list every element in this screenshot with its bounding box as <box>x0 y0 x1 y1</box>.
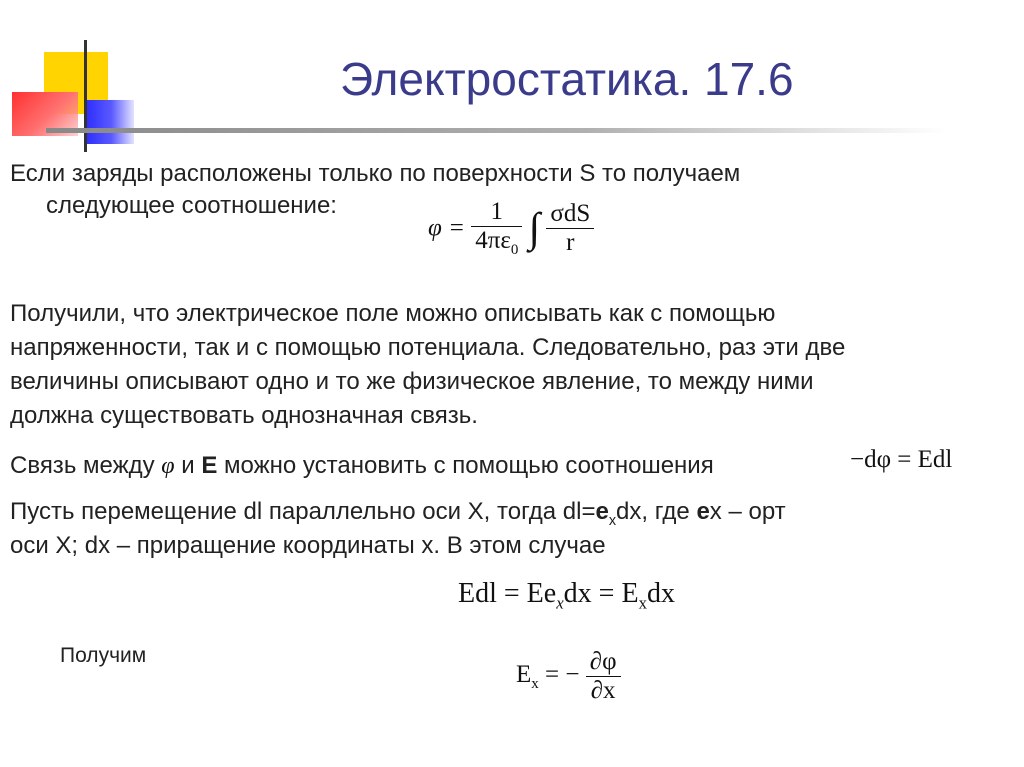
formula-potential-surface <box>428 198 594 259</box>
paragraph-1-line-1: Если заряды расположены только по поверхности S то получаем <box>10 160 741 187</box>
page-title: Электростатика. 17.6 <box>340 53 794 105</box>
deco-vertical-line <box>84 40 87 152</box>
paragraph-5: Получим <box>60 644 147 667</box>
f1-lhs: φ = <box>428 214 465 242</box>
deco-blue-square <box>84 100 134 144</box>
f1-fraction-2 <box>546 200 594 257</box>
title-underline <box>46 128 946 133</box>
paragraph-2-line-2: напряженности, так и с помощью потенциала. Следовательно, раз эти две <box>10 334 846 361</box>
formula-edl: Edl = $Ee_xdx = E_xdx$ <box>458 578 675 613</box>
paragraph-2-line-1: Получили, что электрическое поле можно описывать как с помощью <box>10 300 776 327</box>
f1-num: 1 <box>490 198 504 225</box>
paragraph-1-line-2: следующее соотношение: <box>46 192 337 219</box>
f1-fraction-1 <box>471 198 522 259</box>
paragraph-2-line-4: должна существовать однозначная связь. <box>10 402 478 429</box>
paragraph-4-line-1: Пусть перемещение dl параллельно оси X, тогда $dl=e_xdx$, где ex – орт <box>10 498 786 529</box>
f4-fraction: $\frac{\partial\varphi}{\partial x}$ <box>586 648 621 705</box>
f1-den: $4\pi\varepsilon_0$ <box>471 226 522 259</box>
phi-symbol: φ <box>161 453 175 479</box>
paragraph-3: Связь между φ и E можно установить с помощью соотношения <box>10 452 714 479</box>
formula-relation: −dφ = Edl <box>850 446 953 473</box>
formula-ex: $E_x$ = − $\frac{\partial\varphi}{\partial x}$ <box>516 648 621 705</box>
paragraph-4-line-2: оси X; dx – приращение координаты x. В этом случае <box>10 532 606 559</box>
vector-e-symbol: E <box>201 452 218 479</box>
f1-integral: ∫ <box>528 205 541 252</box>
paragraph-2-line-3: величины описывают одно и то же физическое явление, то между ними <box>10 368 814 395</box>
f1-den2: r <box>546 228 594 257</box>
f1-num2: σdS <box>550 200 591 227</box>
